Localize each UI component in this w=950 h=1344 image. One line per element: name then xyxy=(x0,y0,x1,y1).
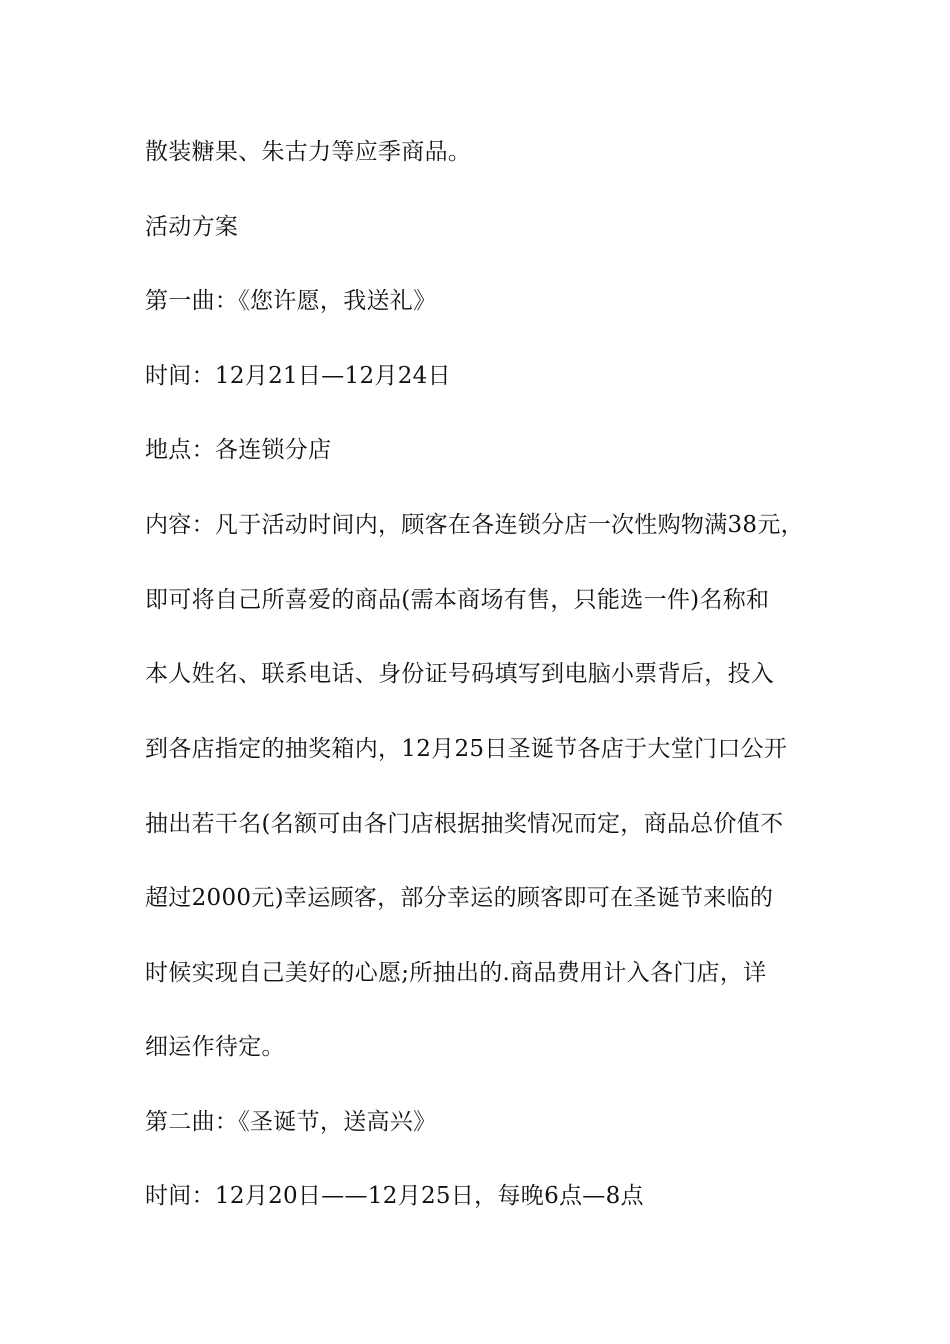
text-line-content-7: 时候实现自己美好的心愿;所抽出的.商品费用计入各门店，详 xyxy=(145,960,767,986)
text-line-content-5: 抽出若干名(名额可由各门店根据抽奖情况而定，商品总价值不 xyxy=(145,811,784,837)
text-line-content-3: 本人姓名、联系电话、身份证号码填写到电脑小票背后，投入 xyxy=(145,661,775,687)
subsection-heading-part-two: 第二曲：《圣诞节，送高兴》 xyxy=(145,1109,437,1135)
text-line-1: 散装糖果、朱古力等应季商品。 xyxy=(145,139,472,165)
text-line-content-6: 超过2000元)幸运顾客，部分幸运的顾客即可在圣诞节来临的 xyxy=(145,885,774,911)
section-heading-activity-plan: 活动方案 xyxy=(145,214,239,240)
text-line-location: 地点：各连锁分店 xyxy=(145,437,332,463)
subsection-heading-part-one: 第一曲：《您许愿，我送礼》 xyxy=(145,288,437,314)
text-line-content-4: 到各店指定的抽奖箱内，12月25日圣诞节各店于大堂门口公开 xyxy=(145,736,788,762)
text-line-content-8: 细运作待定。 xyxy=(145,1034,285,1060)
text-line-time-2: 时间：12月20日——12月25日，每晚6点—8点 xyxy=(145,1183,644,1209)
text-line-content-1: 内容：凡于活动时间内，顾客在各连锁分店一次性购物满38元， xyxy=(145,512,804,538)
text-line-time-1: 时间：12月21日—12月24日 xyxy=(145,363,451,389)
text-line-content-2: 即可将自己所喜爱的商品(需本商场有售，只能选一件)名称和 xyxy=(145,587,770,613)
